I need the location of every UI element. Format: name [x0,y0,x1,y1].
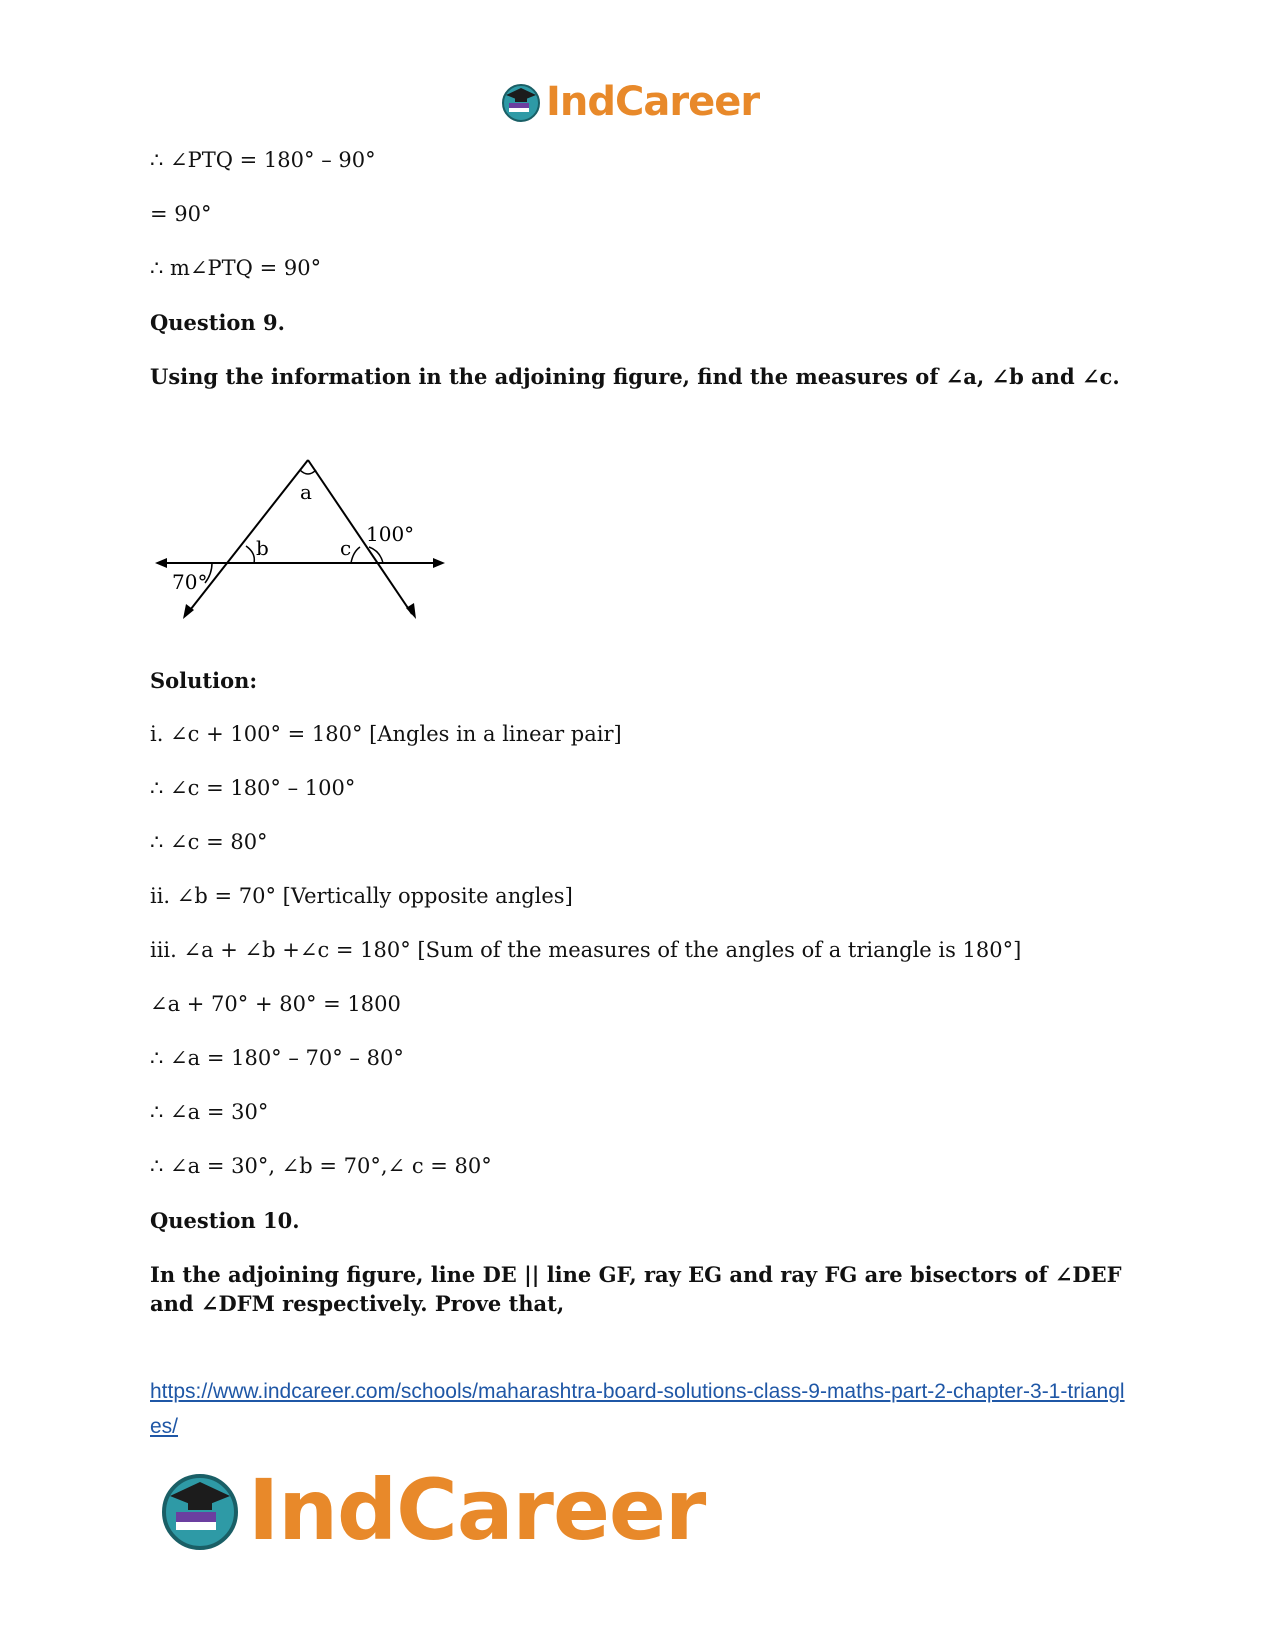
indcareer-logo-bottom [158,1462,705,1558]
indcareer-logo-top [500,78,759,126]
label-70: 70° [172,570,208,594]
label-c: c [340,536,352,560]
line-ptq-measure: ∴ m∠PTQ = 90° [150,256,322,280]
arrow-lower-right [406,603,416,619]
question-10-text: In the adjoining figure, line DE || line GF, ray EG and ray FG are bisectors of ∠DEF and ∠DFM respectively. Prove that, [150,1262,1122,1316]
label-b: b [256,536,269,560]
question-9-text: Using the information in the adjoining figure, find the measures of ∠a, ∠b and ∠c. [150,364,1120,389]
solution-heading: Solution: [150,668,258,693]
question-10-title: Question 10. [150,1208,300,1233]
source-url-link[interactable]: https://www.indcareer.com/schools/maharashtra-board-solutions-class-9-maths-part-2-chapter-3-1-triangles/ [150,1380,1125,1438]
graduation-globe-icon [500,81,542,123]
line-ptq-step: ∴ ∠PTQ = 180° – 90° [150,148,376,172]
solution-step-7: ∴ ∠a = 180° – 70° – 80° [150,1046,404,1070]
solution-step-4: ii. ∠b = 70° [Vertically opposite angles] [150,884,573,908]
solution-step-3: ∴ ∠c = 80° [150,830,268,854]
arrow-left [155,558,167,568]
arc-b [246,546,254,563]
solution-step-9: ∴ ∠a = 30°, ∠b = 70°,∠ c = 80° [150,1154,492,1178]
label-100: 100° [366,522,415,546]
graduation-globe-icon [158,1468,242,1552]
logo-text: IndCareer [546,79,760,125]
solution-step-2: ∴ ∠c = 180° – 100° [150,776,356,800]
logo-text: IndCareer [248,1461,706,1559]
arc-c [351,547,360,563]
solution-step-6: ∠a + 70° + 80° = 1800 [150,992,401,1016]
solution-step-8: ∴ ∠a = 30° [150,1100,269,1124]
arc-a [300,470,316,474]
question-9-title: Question 9. [150,310,285,335]
line-ptq-result: = 90° [150,202,212,226]
solution-step-1: i. ∠c + 100° = 180° [Angles in a linear pair] [150,722,622,746]
triangle-figure [150,456,450,626]
arrow-right [433,558,445,568]
label-a: a [300,480,312,504]
solution-step-5: iii. ∠a + ∠b +∠c = 180° [Sum of the measures of the angles of a triangle is 180°] [150,938,1022,962]
